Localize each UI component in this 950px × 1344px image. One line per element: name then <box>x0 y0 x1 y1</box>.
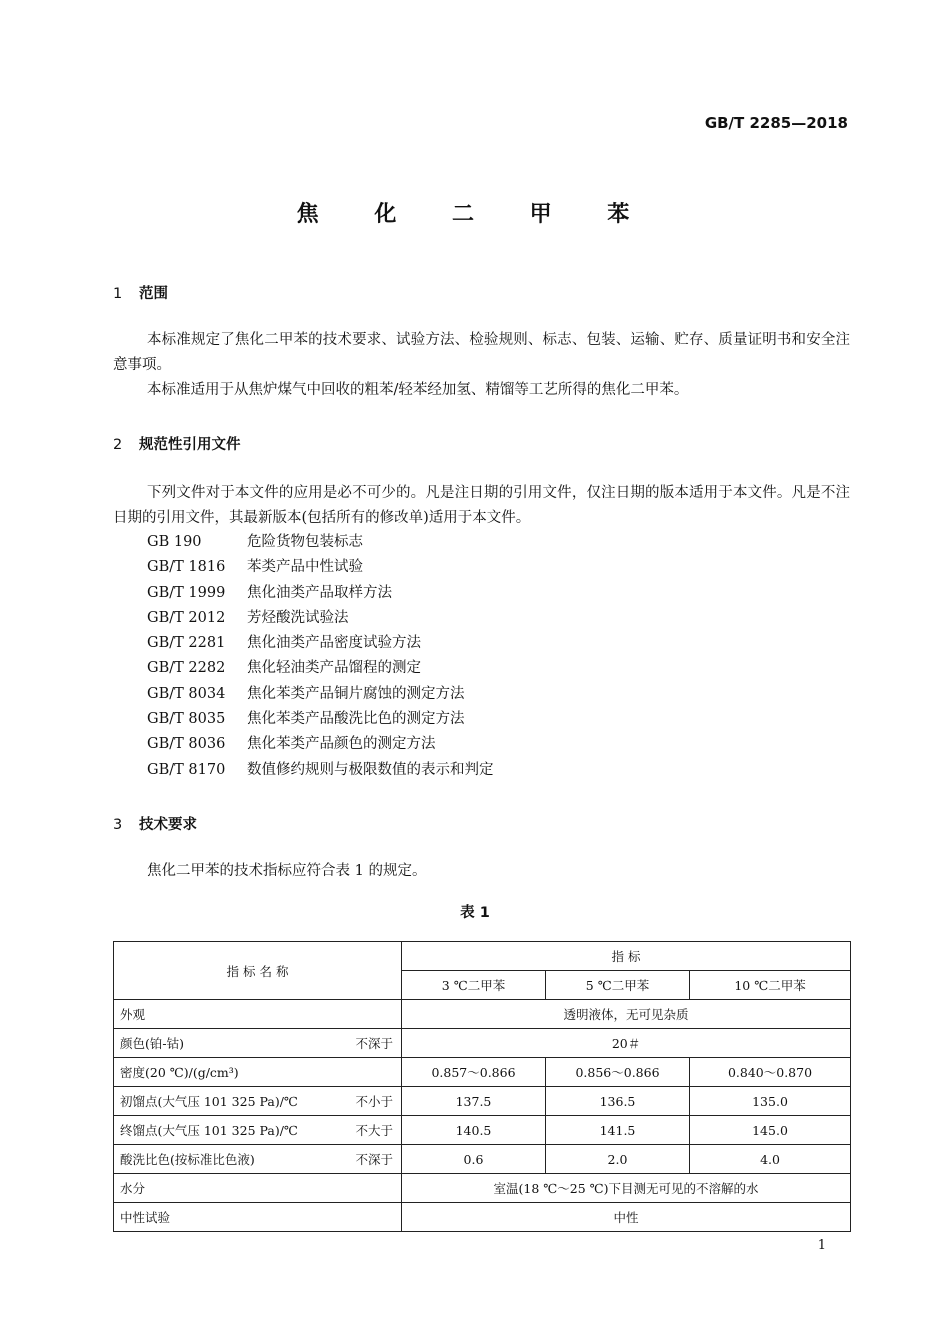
reference-item <box>147 656 494 681</box>
reference-code: GB/T 2012 <box>147 609 226 626</box>
row-value: 0.6 <box>402 1145 546 1174</box>
row-value: 0.840～0.870 <box>690 1058 851 1087</box>
table-row <box>114 1058 851 1087</box>
reference-item <box>147 555 494 580</box>
row-name: 水分 <box>120 1181 146 1196</box>
reference-item <box>147 758 494 783</box>
row-value: 2.0 <box>546 1145 690 1174</box>
section-heading-scope <box>113 282 168 303</box>
reference-item <box>147 707 494 732</box>
reference-item <box>147 631 494 656</box>
reference-title: 苯类产品中性试验 <box>247 559 363 576</box>
row-name: 中性试验 <box>120 1210 171 1225</box>
section-heading-normative-references <box>113 433 241 454</box>
table-row <box>114 1203 851 1232</box>
reference-title: 焦化苯类产品酸洗比色的测定方法 <box>247 711 465 728</box>
row-value: 135.0 <box>690 1087 851 1116</box>
reference-title: 焦化苯类产品铜片腐蚀的测定方法 <box>247 685 465 702</box>
page-number: 1 <box>817 1238 826 1253</box>
row-value: 137.5 <box>402 1087 546 1116</box>
row-value: 145.0 <box>690 1116 851 1145</box>
reference-item <box>147 581 494 606</box>
paragraph: 焦化二甲苯的技术指标应符合表 1 的规定。 <box>147 863 427 879</box>
reference-code: GB/T 1816 <box>147 559 226 576</box>
reference-title: 危险货物包装标志 <box>247 534 363 550</box>
row-name: 外观 <box>120 1007 146 1022</box>
row-name-cell <box>114 1058 402 1087</box>
row-name-cell <box>114 1174 402 1203</box>
paragraph: 下列文件对于本文件的应用是必不可少的。凡是注日期的引用文件，仅注日期的版本适用于本文件。凡是不注日期的引用文件，其最新版本(包括所有的修改单)适用于本文件。 <box>113 485 850 526</box>
reference-code: GB/T 8036 <box>147 736 226 753</box>
section-title: 范围 <box>139 286 168 302</box>
row-value: 0.857～0.866 <box>402 1058 546 1087</box>
reference-title: 焦化轻油类产品馏程的测定 <box>247 660 421 677</box>
reference-title: 芳烃酸洗试验法 <box>247 609 349 626</box>
row-merged-value: 20＃ <box>402 1029 851 1058</box>
reference-title: 焦化油类产品密度试验方法 <box>247 635 421 652</box>
section-title: 规范性引用文件 <box>139 437 241 453</box>
row-name-cell <box>114 1087 402 1116</box>
section-title: 技术要求 <box>139 817 197 833</box>
reference-list <box>147 530 494 783</box>
document-title: 焦 化 二 甲 苯 <box>296 202 654 227</box>
section-number: 3 <box>113 817 123 833</box>
row-name-cell <box>114 1116 402 1145</box>
reference-item <box>147 530 494 555</box>
row-name-cell <box>114 1203 402 1232</box>
table-header-group: 指 标 <box>402 942 851 971</box>
reference-title: 焦化苯类产品颜色的测定方法 <box>247 736 436 753</box>
row-name-cell <box>114 1029 402 1058</box>
table-row <box>114 1000 851 1029</box>
reference-item <box>147 682 494 707</box>
reference-code: GB/T 2281 <box>147 635 226 652</box>
row-name-cell <box>114 1000 402 1029</box>
reference-code: GB/T 1999 <box>147 584 226 601</box>
row-limit: 不大于 <box>355 1123 393 1138</box>
row-merged-value: 室温(18 ℃～25 ℃)下目测无可见的不溶解的水 <box>402 1174 851 1203</box>
row-value: 136.5 <box>546 1087 690 1116</box>
row-value: 0.856～0.866 <box>546 1058 690 1087</box>
row-value: 140.5 <box>402 1116 546 1145</box>
section-number: 2 <box>113 437 123 453</box>
table-column-header: 10 ℃二甲苯 <box>690 971 851 1000</box>
reference-title: 数值修约规则与极限数值的表示和判定 <box>247 761 494 778</box>
row-limit: 不深于 <box>355 1036 393 1051</box>
section-body-normative-references <box>113 481 850 531</box>
document-code: GB/T 2285—2018 <box>704 114 848 132</box>
table-row <box>114 1087 851 1116</box>
table-column-header: 5 ℃二甲苯 <box>546 971 690 1000</box>
spec-table <box>113 941 851 1232</box>
row-merged-value: 中性 <box>402 1203 851 1232</box>
table-caption: 表 1 <box>460 905 490 921</box>
row-limit: 不深于 <box>355 1152 393 1167</box>
row-value: 141.5 <box>546 1116 690 1145</box>
table-row <box>114 1116 851 1145</box>
reference-item <box>147 606 494 631</box>
reference-title: 焦化油类产品取样方法 <box>247 584 392 601</box>
row-value: 4.0 <box>690 1145 851 1174</box>
row-name: 酸洗比色(按标准比色液) <box>120 1152 255 1167</box>
paragraph: 本标准规定了焦化二甲苯的技术要求、试验方法、检验规则、标志、包装、运输、贮存、质量证明书和安全注意事项。 <box>113 332 850 373</box>
table-row <box>114 1029 851 1058</box>
row-name: 颜色(铂-钴) <box>120 1036 184 1051</box>
table-header-name: 指 标 名 称 <box>114 942 402 1000</box>
section-body-technical-requirements <box>113 859 850 884</box>
row-name-cell <box>114 1145 402 1174</box>
table-row <box>114 1145 851 1174</box>
row-name: 终馏点(大气压 101 325 Pa)/℃ <box>120 1123 298 1138</box>
table-row <box>114 1174 851 1203</box>
reference-item <box>147 732 494 757</box>
row-merged-value: 透明液体，无可见杂质 <box>402 1000 851 1029</box>
reference-code: GB/T 2282 <box>147 660 226 677</box>
row-name: 密度(20 ℃)/(g/cm³) <box>120 1065 239 1080</box>
reference-code: GB 190 <box>147 534 202 550</box>
paragraph: 本标准适用于从焦炉煤气中回收的粗苯/轻苯经加氢、精馏等工艺所得的焦化二甲苯。 <box>147 382 689 398</box>
row-name: 初馏点(大气压 101 325 Pa)/℃ <box>120 1094 298 1109</box>
row-limit: 不小于 <box>355 1094 393 1109</box>
reference-code: GB/T 8035 <box>147 711 226 728</box>
reference-code: GB/T 8170 <box>147 761 226 778</box>
section-body-scope <box>113 328 850 403</box>
section-number: 1 <box>113 286 123 302</box>
section-heading-technical-requirements <box>113 813 197 834</box>
reference-code: GB/T 8034 <box>147 685 226 702</box>
table-column-header: 3 ℃二甲苯 <box>402 971 546 1000</box>
